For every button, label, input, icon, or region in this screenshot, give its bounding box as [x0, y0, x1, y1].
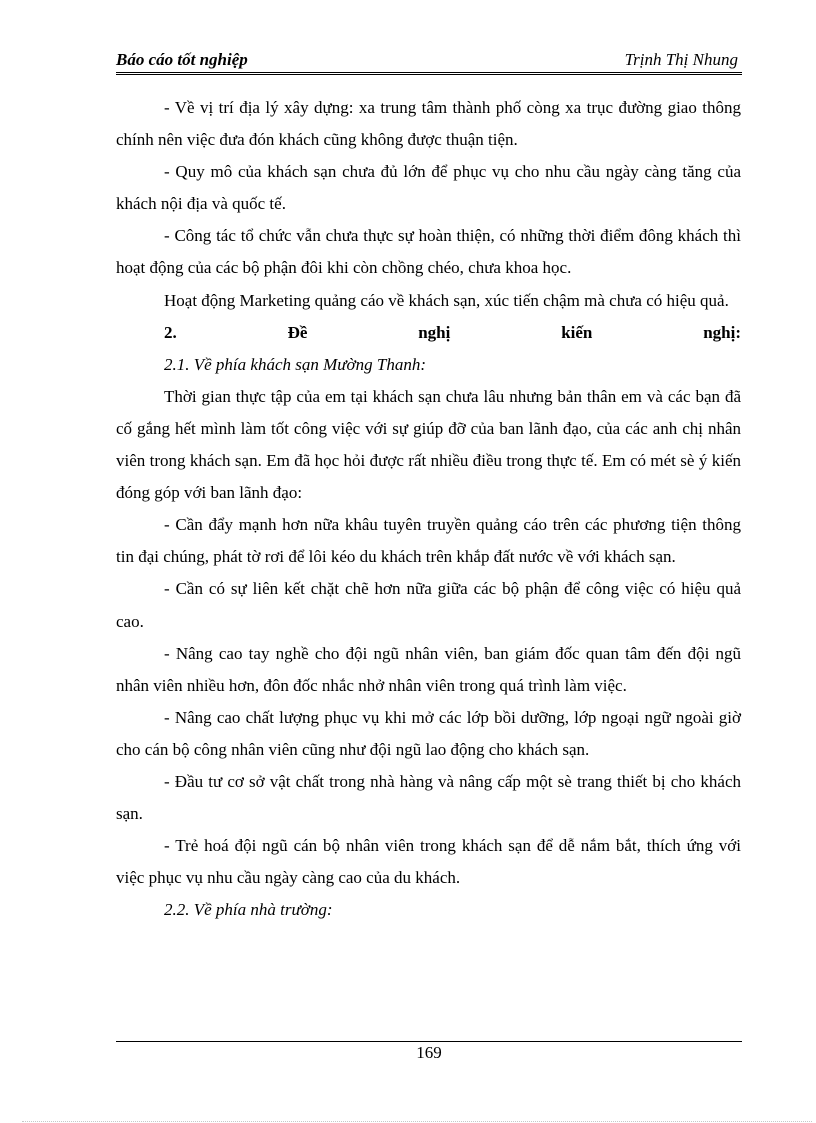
paragraph: - Công tác tổ chức vẫn chưa thực sự hoàn thiện, có những thời điểm đông khách thì hoạt động của các bộ phận đôi khi còn chồng chéo, chưa khoa học. — [116, 226, 741, 278]
paragraph: - Nâng cao tay nghề cho đội ngũ nhân viên, ban giám đốc quan tâm đến đội ngũ nhân viên nhiều hơn, đôn đốc nhắc nhở nhân viên trong quá trình làm việc. — [116, 643, 741, 695]
footer-divider — [116, 1041, 742, 1042]
report-title: Báo cáo tốt nghiệp — [116, 50, 248, 69]
subsection-heading: 2.1. Về phía khách sạn Mường Thanh: — [164, 354, 426, 374]
page-edge — [22, 1121, 812, 1122]
document-body — [116, 92, 741, 926]
section-heading: 2. Đề nghị kiến nghị: — [164, 322, 741, 342]
author-name: Trịnh Thị Nhung — [624, 50, 738, 69]
paragraph: Thời gian thực tập của em tại khách sạn chưa lâu nhưng bản thân em và các bạn đã cố gắng hết mình làm tốt công việc với sự giúp đỡ của ban lãnh đạo, của các anh chị nhân viên trong khách sạn. Em đã học hỏi được rất nhiều điều trong thực tế. Em có mét sè ý kiến đóng góp với ban lãnh đạo: — [116, 386, 741, 503]
paragraph: Hoạt động Marketing quảng cáo về khách sạn, xúc tiến chậm mà chưa có hiệu quả. — [164, 290, 729, 310]
paragraph: - Cần đẩy mạnh hơn nữa khâu tuyên truyền quảng cáo trên các phương tiện thông tin đại chúng, phát tờ rơi để lôi kéo du khách trên khắp đất nước về với khách sạn. — [116, 515, 741, 567]
page-header — [116, 50, 742, 75]
paragraph: - Cần có sự liên kết chặt chẽ hơn nữa giữa các bộ phận để công việc có hiệu quả cao. — [116, 579, 741, 631]
paragraph: - Nâng cao chất lượng phục vụ khi mở các lớp bồi dưỡng, lớp ngoại ngữ ngoài giờ cho cán bộ công nhân viên cũng như đội ngũ lao động cho khách sạn. — [116, 707, 741, 759]
paragraph: - Đầu tư cơ sở vật chất trong nhà hàng và nâng cấp một sè trang thiết bị cho khách sạn. — [116, 771, 741, 824]
subsection-heading: 2.2. Về phía nhà trường: — [164, 900, 333, 920]
paragraph: - Về vị trí địa lý xây dựng: xa trung tâm thành phố còng xa trục đường giao thông chính nên việc đưa đón khách cũng không được thuận tiện. — [116, 98, 741, 150]
paragraph: - Trẻ hoá đội ngũ cán bộ nhân viên trong khách sạn để dễ nắm bắt, thích ứng với việc phục vụ nhu cầu ngày càng cao của du khách. — [116, 836, 741, 888]
page-number: 169 — [416, 1043, 442, 1062]
paragraph: - Quy mô của khách sạn chưa đủ lớn để phục vụ cho nhu cầu ngày càng tăng của khách nội địa và quốc tế. — [116, 162, 741, 214]
